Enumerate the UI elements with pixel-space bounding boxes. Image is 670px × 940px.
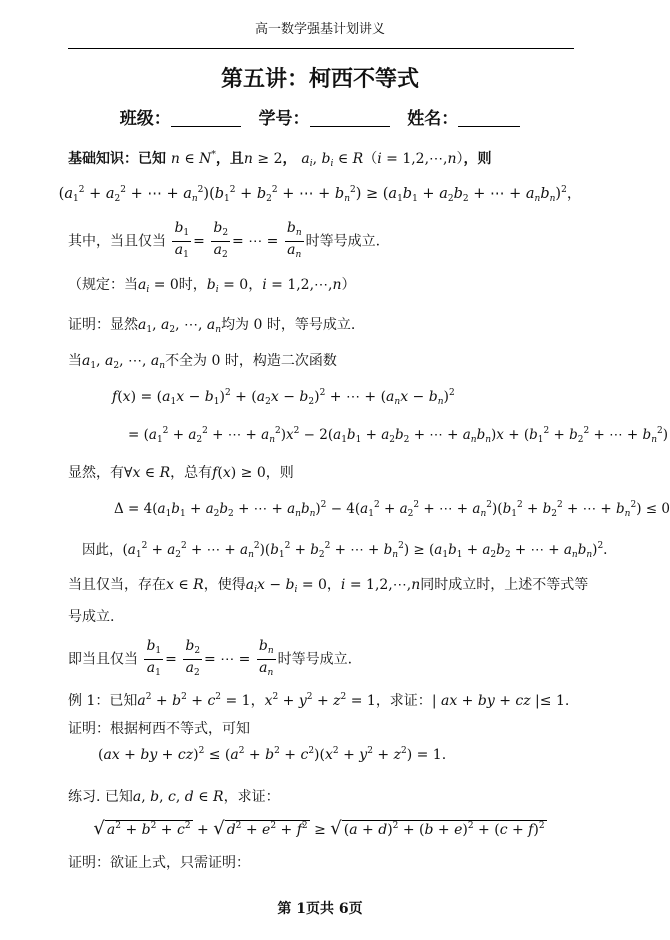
p6-prefix: 即当且仅当 <box>68 651 138 668</box>
equality-condition-line: 其中，当且仅当 $\frac{b_1}{a_1}$ = $\frac{b_2}{a_2}$ = ⋯ = $\frac{b_n}{a_n}$ 时等号成立. <box>68 220 381 260</box>
p6-suffix: 时等号成立. <box>277 651 353 668</box>
p3-suffix: ，则 <box>265 465 294 481</box>
practice-formula: √ $a^2 + b^2 + c^2$ + √ $d^2 + e^2 + f^2$ ≥ √ $(a + d)^2 + (b + e)^2 + (c + f)^2$ <box>93 818 545 839</box>
example-1-proof: 证明：根据柯西不等式，可知 <box>68 721 250 737</box>
rule-line: （规定：当$a_i = 0$时，$b_i = 0$，i = 1,2,⋯,n） <box>68 277 356 295</box>
proof-line-5: 当且仅当，存在x ∈ R，使得$a_ix - b_i = 0$，i = 1,2,⋯,n同时成立时，上述不等式等 <box>68 577 589 595</box>
name-blank <box>458 109 520 127</box>
page-header: 高一数学强基计划讲义 <box>254 22 385 37</box>
cond-eq-prefix: 其中，当且仅当 <box>68 233 166 250</box>
proof1-prefix: 证明：显然 <box>68 317 138 333</box>
proof1-suffix: 均为 0 时，等号成立. <box>221 317 356 333</box>
proof-line-1: 证明：显然$a_1$, $a_2$, ⋯, $a_n$均为 0 时，等号成立. <box>68 317 356 335</box>
equality-condition-line-2: 即当且仅当 $\frac{b_1}{a_1}$ = $\frac{b_2}{a_2}$ = ⋯ = $\frac{b_n}{a_n}$ 时等号成立. <box>68 638 353 678</box>
p3-prefix: 显然，有 <box>68 465 124 481</box>
practice-prefix: 练习. 已知 <box>68 789 133 805</box>
therefore-line: 因此，($a_1^2 + a_2^2$ + ⋯ + $a_n^2)(b_1^2 + b_2^2$ + ⋯ + $b_n^2) \ge (a_1b_1 + a_2b_2$ + ⋯ + $a_nb_n)^2$. <box>82 541 608 560</box>
discriminant-line: $\Delta = 4(a_1b_1 + a_2b_2$ + ⋯ + $a_nb_n)^2 - 4(a_1^2 + a_2^2$ + ⋯ + $a_n^2)(b_1^2 + b_2^2$ + ⋯ + $b_n^2) \le 0$ <box>114 500 670 519</box>
student-info-row <box>0 104 640 129</box>
rule-end: ） <box>341 277 356 293</box>
lecture-title: 第五讲：柯西不等式 <box>220 66 419 92</box>
proof-line-2: 当$a_1$, $a_2$, ⋯, $a_n$不全为 0 时，构造二次函数 <box>68 353 337 371</box>
example-1-line: 例 1：已知$a^2 + b^2 + c^2 = 1$，$x^2 + y^2 + z^2 = 1$，求证：| ax + by + cz |≤ 1. <box>68 692 570 709</box>
name-label: 姓名： <box>407 109 459 129</box>
rule-time: 时， <box>178 277 207 293</box>
p4-prefix: 因此， <box>82 542 123 558</box>
practice-line: 练习. 已知a, b, c, d ∈ R，求证： <box>68 789 280 805</box>
p2-suffix: 不全为 0 时，构造二次函数 <box>165 353 337 369</box>
ex1-prefix: 例 1：已知 <box>68 693 138 709</box>
rule-prefix: （规定：当 <box>68 277 138 293</box>
proof-line-5b: 号成立. <box>68 609 115 625</box>
p5-suffix: 同时成立时，上述不等式等 <box>420 577 589 593</box>
proof-line-3: 显然，有∀x ∈ R，总有f(x) ≥ 0，则 <box>68 465 294 481</box>
basic-knowledge-line: 基础知识：已知 n ∈ N*，且n ≥ 2， $a_i$, $b_i$ ∈ R（i = 1,2,⋯,n），则 <box>68 150 492 169</box>
class-label: 班级： <box>119 109 171 129</box>
basic-prefix: 基础知识：已知 <box>68 151 166 167</box>
p3-mid: ，总有 <box>170 465 213 481</box>
p2-prefix: 当 <box>68 353 82 369</box>
p5-mid: ，使得 <box>203 577 246 593</box>
quadratic-function-line-2: = ($a_1^2 + a_2^2$ + ⋯ + $a_n^2)x^2 - 2(a_1b_1 + a_2b_2$ + ⋯ + $a_nb_n)x + (b_1^2 + b_2^2$ + ⋯ + $b_n^2$) <box>128 426 669 445</box>
page-footer: 第 1页共 6页 <box>277 901 363 917</box>
practice-suffix: ，求证： <box>223 789 280 805</box>
basic-then: ，则 <box>463 151 492 167</box>
header-rule <box>68 48 574 49</box>
cauchy-inequality-formula: ($a_1^2 + a_2^2$ + ⋯ + $a_n^2)(b_1^2 + b_2^2$ + ⋯ + $b_n^2) \ge (a_1b_1 + a_2b_2$ + ⋯ + $a_nb_n)^2$， <box>58 185 582 204</box>
ex1-prove: ，求证： <box>375 693 432 709</box>
id-label: 学号： <box>258 109 310 129</box>
practice-proof-line: 证明：欲证上式，只需证明： <box>68 855 250 871</box>
p5-prefix: 当且仅当，存在 <box>68 577 166 593</box>
cond-eq-suffix: 时等号成立. <box>305 233 381 250</box>
basic-and: ，且 <box>215 151 244 167</box>
id-blank <box>310 109 390 127</box>
quadratic-function-line-1: $f(x) = (a_1x - b_1)^2 + (a_2x - b_2)^2$ + ⋯ + $(a_nx - b_n)^2$ <box>112 388 455 407</box>
ex1-sep: ， <box>250 693 265 709</box>
class-blank <box>171 109 241 127</box>
example-1-formula: (ax + by + $cz)^2 \le (a^2 + b^2 + c^2)(x^2 + y^2 + z^2) = 1$. <box>98 746 447 763</box>
